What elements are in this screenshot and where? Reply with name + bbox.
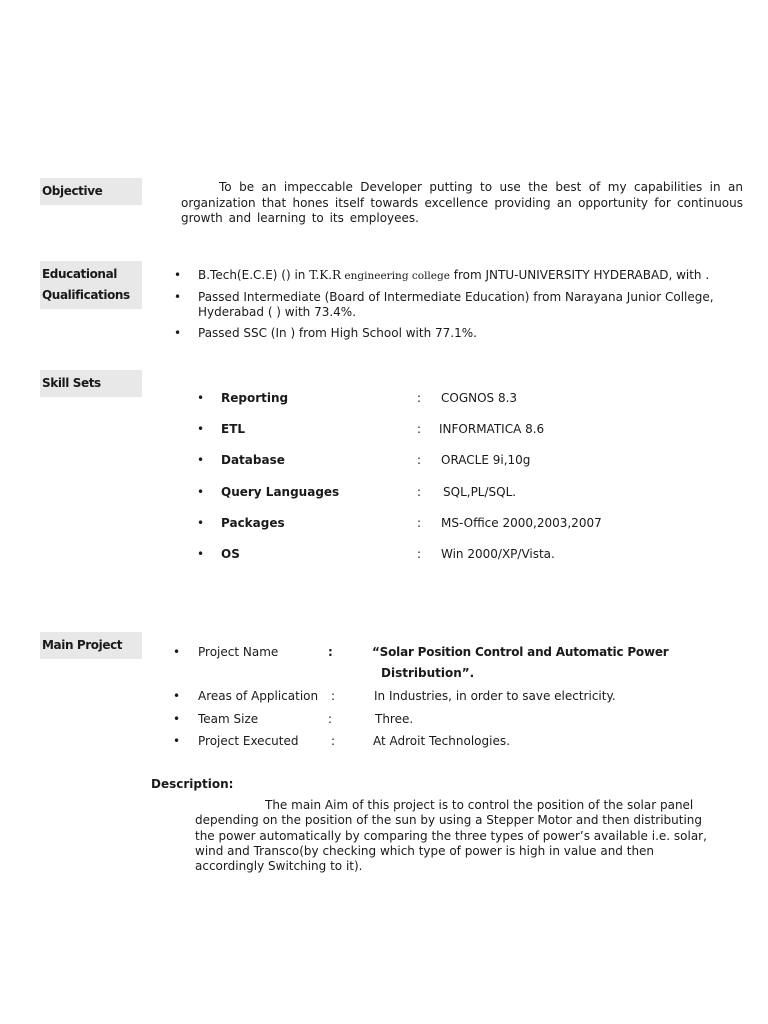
education-list [174,268,734,347]
skill-name: Database [221,453,285,468]
college-abbr: T.K.R [309,268,342,282]
education-label-line2: Qualifications [42,288,130,302]
bullet-icon: • [197,484,205,499]
bullet-icon: • [174,326,182,340]
skill-name: OS [221,546,240,561]
objective-text: To be an impeccable Developer putting to use the best of my capabilities in an organization that hones itself towards excellence providing an opportunity for continuous growth and learning to its employees. [181,180,743,225]
skill-name: Reporting [221,391,289,405]
project-row [173,711,733,733]
project-list [173,644,733,755]
skill-colon: : [417,422,422,437]
bullet-icon: • [173,689,181,703]
bullet-icon: • [174,290,182,304]
project-field-colon: : [328,645,333,659]
skill-colon: : [417,515,422,530]
skill-row [197,390,717,421]
bullet-icon: • [197,546,205,561]
skill-value: INFORMATICA 8.6 [439,422,545,437]
skill-row [197,421,717,452]
skill-value: COGNOS 8.3 [441,391,518,405]
project-row [173,644,733,688]
skill-value: SQL,PL/SQL. [443,484,517,499]
education-item-ssc: • Passed SSC (In ) from High School with 77.1%. [174,326,477,340]
skill-colon: : [417,391,422,405]
project-row [173,688,733,711]
project-field-value: Three. [375,711,414,726]
description-heading: Description: [151,777,234,791]
skill-row [197,484,717,515]
project-field-name: Project Name [198,645,279,659]
description-text: The main Aim of this project is to control the position of the solar panel depending on the position of the sun by using a Stepper Motor and then distributing the power automatically by comparing the three types of power’s available i.e. solar, wind and Transco(by checking which type of power is high in value and then accordingly Switching to it). [195,798,707,874]
bullet-icon: • [174,268,182,282]
education-item-btech: • B.Tech(E.C.E) () in T.K.R engineering college from JNTU-UNIVERSITY HYDERABAD, with . [174,268,710,282]
skill-name: Packages [221,515,285,530]
skill-row [197,452,717,483]
project-name-line1: “Solar Position Control and Automatic Power [372,645,669,659]
project-field-colon: : [331,689,336,703]
project-row [173,733,733,755]
bullet-icon: • [197,422,205,437]
skills-label: Skill Sets [40,370,142,397]
skill-colon: : [417,484,422,499]
education-item-intermediate: • Passed Intermediate (Board of Intermediate Education) from Narayana Junior College, Hyderabad ( ) with 73.4%. [174,290,714,319]
skill-value: ORACLE 9i,10g [441,453,531,468]
college-name: engineering college [341,270,450,282]
project-field-name: Areas of Application [198,689,319,703]
skills-list [197,390,717,577]
project-field-value: At Adroit Technologies. [373,733,510,748]
bullet-icon: • [173,645,181,659]
bullet-icon: • [197,515,205,530]
skill-value: Win 2000/XP/Vista. [441,546,555,561]
education-label [40,261,142,309]
skill-row [197,515,717,546]
bullet-icon: • [173,711,181,726]
skill-value: MS-Office 2000,2003,2007 [441,515,602,530]
bullet-icon: • [197,453,205,468]
skill-colon: : [417,453,422,468]
education-label-line1: Educational [42,267,117,281]
project-field-name: Project Executed [198,733,299,748]
skill-name: ETL [221,422,246,437]
project-field-name: Team Size [198,711,259,726]
bullet-icon: • [173,733,181,748]
project-field-value: In Industries, in order to save electricity. [374,689,616,703]
bullet-icon: • [197,391,205,405]
project-field-colon: : [328,711,333,726]
project-name-line2: Distribution”. [381,666,475,680]
project-label: Main Project [40,632,142,659]
skill-row [197,546,717,577]
project-field-colon: : [331,733,336,748]
skill-colon: : [417,546,422,561]
skill-name: Query Languages [221,484,340,499]
objective-label: Objective [40,178,142,205]
